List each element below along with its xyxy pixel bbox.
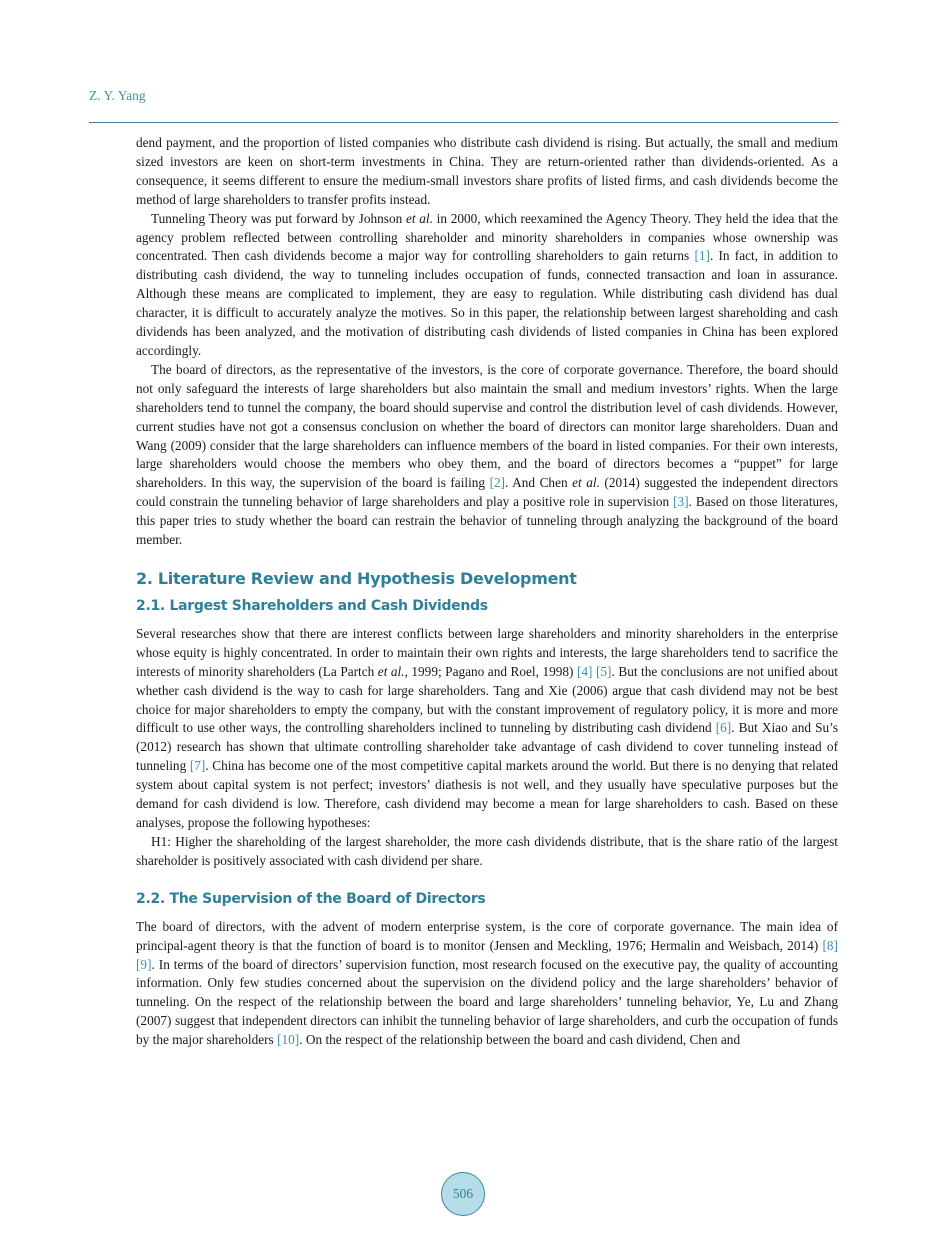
intro-paragraphs <box>136 134 838 550</box>
citation-link[interactable]: [4] <box>576 663 593 679</box>
citation-link[interactable]: [9] <box>136 956 152 972</box>
paragraph <box>136 210 838 361</box>
text-run: . On the respect of the relationship between the board and cash dividend, Chen and <box>299 1032 741 1048</box>
text-run: . China has become one of the most competitive capital markets around the world. But there is no denying that related system about capital system is not perfect; investors’ diathesis is not well, and they usually have speculative purposes but the demand for cash dividend is low. Therefore, cash dividend may become a mean for large shareholders to cash. Based on these analyses, propose the following hypotheses: <box>136 758 839 830</box>
citation-link[interactable]: [3] <box>673 494 689 510</box>
text-run: The board of directors, with the advent of modern enterprise system, is the core of corporate governance. The main idea of principal-agent theory is that the function of board is to monitor (Jensen and Meckling, 1976; Hermalin and Weisbach, 2014) <box>136 918 838 953</box>
section-2-1-paragraphs <box>136 625 838 871</box>
italic-text: et al. <box>572 475 600 491</box>
section-2-2-paragraphs <box>136 918 838 1050</box>
paragraph <box>136 134 838 210</box>
text-run: Several researches show that there are interest conflicts between large shareholders and minority shareholders in the enterprise whose equity is highly concentrated. In order to maintain their own rights and interests, the large shareholders tend to sacrifice the interests of minority shareholders (La Partch <box>136 625 838 679</box>
citation-link[interactable]: [5] <box>595 663 612 679</box>
text-run: . In terms of the board of directors’ supervision function, most research focused on the executive pay, the quality of accounting information. Only few studies concerned about the supervision on the dividend policy and the large shareholders’ behavior of tunneling. On the respect of the relationship between the board and large shareholders’ tunneling behavior, Ye, Lu and Zhang (2007) suggest that independent directors can inhibit the tunneling behavior of large shareholders, and curb the occupation of funds by the major shareholders <box>136 956 838 1048</box>
text-run: . Based on those literatures, this paper tries to study whether the board can restrain the behavior of tunneling through analyzing the background of the board member. <box>136 494 838 548</box>
italic-text: et al. <box>377 663 405 679</box>
page-number-badge <box>441 1172 485 1216</box>
citation-link[interactable]: [6] <box>715 720 732 736</box>
paragraph <box>136 918 838 1050</box>
section-2-2-heading: 2.2. The Supervision of the Board of Directors <box>136 890 486 907</box>
page-number: 506 <box>452 1186 474 1201</box>
text-run: . But the conclusions are not unified about whether cash dividend is the way to cash for large shareholders. Tang and Xie (2006) argue that cash dividend may not be best choice for major shareholders to empty the company, but with the constant improvement of regulatory policy, it is more and more difficult to use other ways, the controlling shareholders inclined to tunneling by distributing cash dividend <box>136 663 838 736</box>
text-run: , 1999; Pagano and Roel, 1998) <box>404 663 577 679</box>
text-run: . But Xiao and Su’s (2012) research has shown that ultimate controlling shareholder take advantage of cash dividend to cover tunneling instead of tunneling <box>136 720 838 774</box>
text-run: in 2000, which reexamined the Agency Theory. They held the idea that the agency problem reflected between controlling shareholder and minority shareholders in companies whose ownership was concentrated. Then cash dividends become a major way for controlling shareholders to gain returns <box>136 210 838 264</box>
paragraph <box>136 625 838 833</box>
text-run: . And Chen <box>505 475 573 491</box>
citation-link[interactable]: [8] <box>822 937 838 953</box>
text-run: dend payment, and the proportion of listed companies who distribute cash dividend is rising. But actually, the small and medium sized investors are keen on short-term investments in China. They are return-oriented rather than dividends-oriented. As a consequence, it seems different to ensure the medium-small investors share profits of listed firms, and cash dividends become the method of large shareholders to transfer profits instead. <box>136 135 838 207</box>
text-run: . In fact, in addition to distributing cash dividend, the way to tunneling includes occupation of funds, connected transaction and loan in assurance. Although these means are complicated to implement, they are easy to regulation. While distributing cash dividend has dual character, it is difficult to accurately analyze the motives. So in this paper, the relationship between largest shareholding and cash dividends has been analyzed, and the motivation of distributing cash dividends of listed companies in China has been explored accordingly. <box>136 248 838 358</box>
article-body <box>136 134 838 1050</box>
citation-link[interactable]: [2] <box>489 475 506 491</box>
running-head-author: Z. Y. Yang <box>89 88 146 103</box>
text-run: (2014) suggested the independent directors could constrain the tunneling behavior of large shareholders and play a positive role in supervision <box>136 475 839 510</box>
paragraph <box>136 361 838 550</box>
section-2-1-heading: 2.1. Largest Shareholders and Cash Dividends <box>136 597 488 614</box>
header-rule <box>89 122 838 123</box>
citation-link[interactable]: [7] <box>189 758 206 774</box>
section-2-heading: 2. Literature Review and Hypothesis Development <box>136 568 577 588</box>
italic-text: et al. <box>405 210 433 226</box>
text-run: Tunneling Theory was put forward by Johnson <box>151 210 406 226</box>
citation-link[interactable]: [10] <box>277 1032 300 1048</box>
text-run: The board of directors, as the representative of the investors, is the core of corporate governance. Therefore, the board should not only safeguard the interests of large shareholders but also maintain the small and medium investors’ rights. When the large shareholders tend to tunnel the company, the board should supervise and control the distribution level of cash dividends. However, current studies have not got a consensus conclusion on whether the board of directors can monitor large shareholders. Duan and Wang (2009) consider that the large shareholders can influence members of the board in listed companies. For their own interests, large shareholders would choose the members who obey them, and the board of directors becomes a “puppet” for large shareholders. In this way, the supervision of the board is failing <box>136 361 838 491</box>
text-run: H1: Higher the shareholding of the largest shareholder, the more cash dividends distribute, that is the share ratio of the largest shareholder is positively associated with cash dividend per share. <box>136 833 838 868</box>
citation-link[interactable]: [1] <box>694 248 710 264</box>
paragraph <box>136 833 838 871</box>
